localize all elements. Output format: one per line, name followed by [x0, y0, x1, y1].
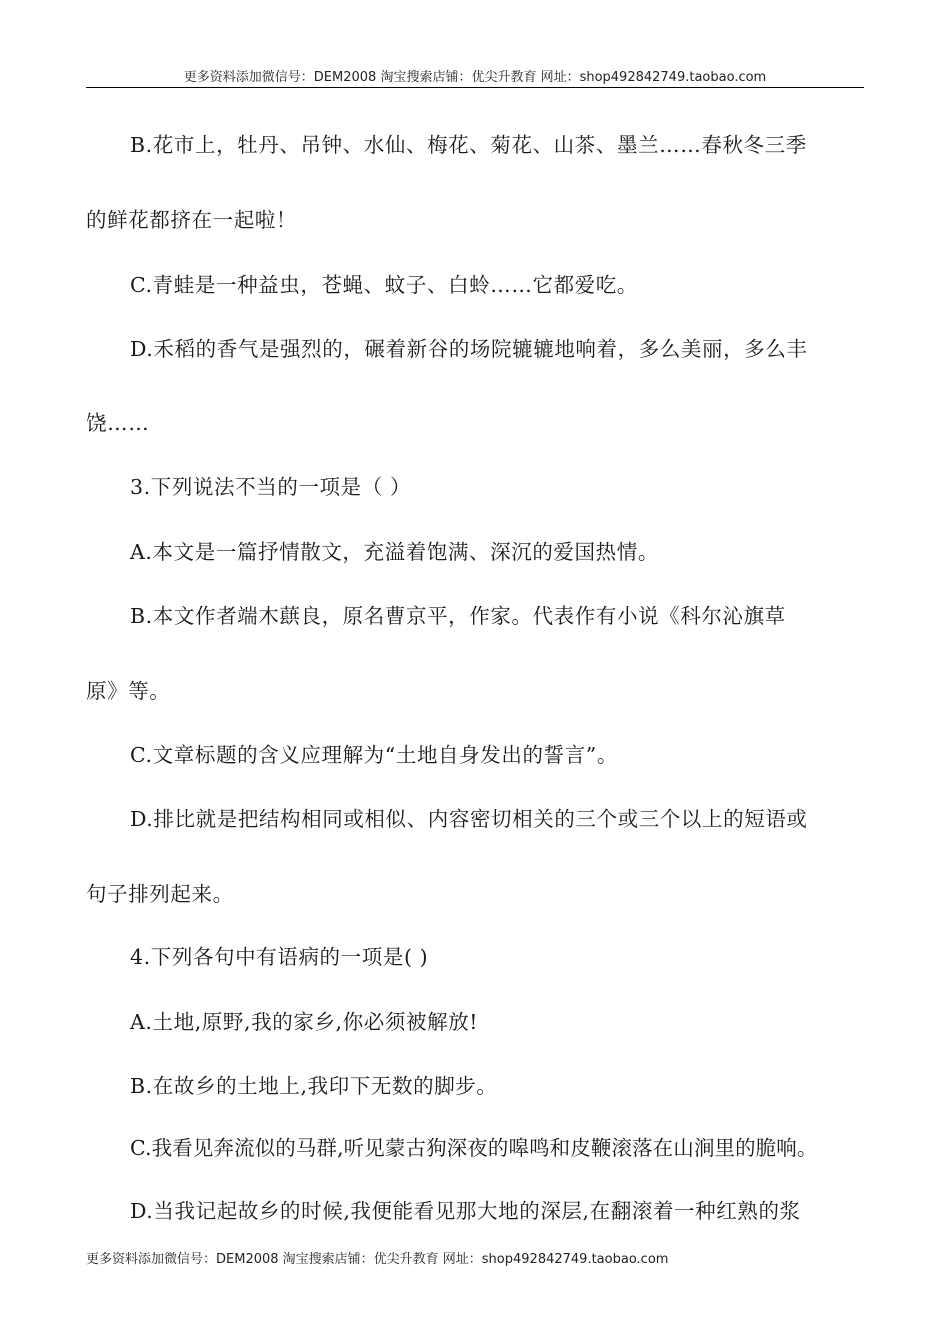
- q4-option-d: D.当我记起故乡的时候,我便能看见那大地的深层,在翻滚着一种红熟的浆: [130, 1199, 801, 1223]
- option-c: C.青蛙是一种益虫，苍蝇、蚊子、白蛉……它都爱吃。: [130, 273, 638, 297]
- q4-option-a: A.土地,原野,我的家乡,你必须被解放!: [130, 1010, 479, 1034]
- question-4: 4.下列各句中有语病的一项是( ): [130, 945, 429, 969]
- q3-option-a: A.本文是一篇抒情散文，充溢着饱满、深沉的爱国热情。: [130, 540, 659, 564]
- q3-option-d-line-1: D.排比就是把结构相同或相似、内容密切相关的三个或三个以上的短语或: [130, 807, 808, 831]
- q3-option-d-line-2: 句子排列起来。: [86, 882, 234, 906]
- question-3: 3.下列说法不当的一项是（ ）: [130, 475, 412, 499]
- q3-option-b-line-2: 原》等。: [86, 679, 171, 703]
- q4-option-c: C.我看见奔流似的马群,听见蒙古狗深夜的嗥鸣和皮鞭滚落在山涧里的脆响。: [130, 1136, 818, 1160]
- option-b-line-1: B.花市上，牡丹、吊钟、水仙、梅花、菊花、山茶、墨兰……春秋冬三季: [130, 133, 807, 157]
- q3-option-c: C.文章标题的含义应理解为“土地自身发出的誓言”。: [130, 743, 618, 767]
- option-d-line-1: D.禾稻的香气是强烈的，碾着新谷的场院辘辘地响着，多么美丽，多么丰: [130, 337, 808, 361]
- q4-option-b: B.在故乡的土地上,我印下无数的脚步。: [130, 1074, 498, 1098]
- option-b-line-2: 的鲜花都挤在一起啦！: [86, 208, 297, 232]
- q3-option-b-line-1: B.本文作者端木蕻良，原名曹京平，作家。代表作有小说《科尔沁旗草: [130, 604, 786, 628]
- page-header: 更多资料添加微信号：DEM2008 淘宝搜索店铺：优尖升教育 网址：shop492842749.taobao.com: [183, 70, 767, 85]
- header-divider: [86, 87, 864, 88]
- option-d-line-2: 饶……: [86, 411, 150, 435]
- page-footer: 更多资料添加微信号：DEM2008 淘宝搜索店铺：优尖升教育 网址：shop492842749.taobao.com: [86, 1252, 669, 1267]
